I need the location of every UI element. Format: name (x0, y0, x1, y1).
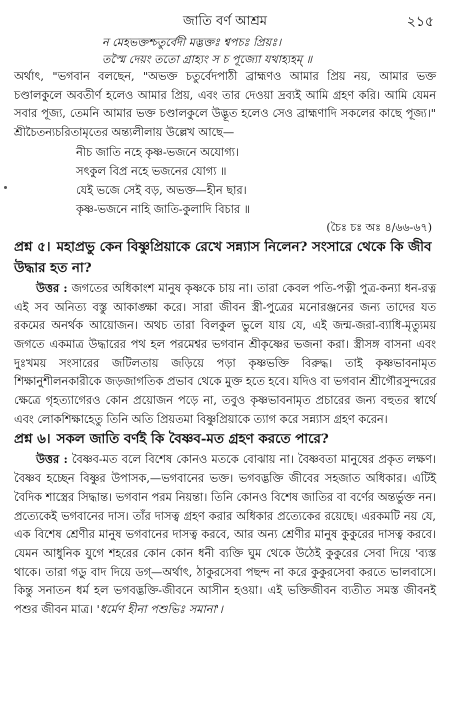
question-number: প্রশ্ন ৬। (14, 431, 51, 448)
quote-line: সৎকুল বিপ্র নহে ভজনের যোগ্য ॥ (76, 164, 227, 178)
answer-text: বৈষ্ণব-মত বলে বিশেষ কোনও মতকে বোঝায় না। বৈষ্ণবতা মানুষের প্রকৃত লক্ষণ। বৈষ্ণব হচ্ছেন বিষ্ণুর উপাসক,—ভগবানের ভক্ত। ভগবদ্ভক্তি জীবের সহজাত অধিকার। এটিই বৈদিক শাস্ত্রের সিদ্ধান্ত। ভগবান পরম নিয়ন্তা। তিনি কোনও বিশেষ জাতির বা বর্ণের অন্তর্ভুক্ত নন। প্রত্যেকেই ভগবানের দাস। তাঁর দাসত্ব গ্রহণ করার অধিকার প্রত্যেকের রয়েছে। এরকমটি নয় যে, এক বিশেষ শ্রেণীর মানুষ ভগবানের দাসত্ব করবে, আর অন্য শ্রেণীর মানুষ কুকুরের দাসত্ব করবে। যেমন আধুনিক যুগে শহরের কোন কোন ধনী ব্যক্তি ঘুম থেকে উঠেই কুকুরের সেবা দিয়ে 'ব্যস্ত থাকে। তারা গডু বাদ দিয়ে ডগ্—অর্থাৎ, ঠাকুরসেবা পছন্দ না করে কুকুরসেবা করতে ভালবাসে। কিন্তু সনাতন ধর্ম হল ভগবদ্ভক্তি-জীবনে আসীন হওয়া। এই ভক্তিজীবন ব্যতীত সমস্ত জীবনই পশুর জীবন মাত্র। (14, 453, 436, 617)
citation: (চৈঃ চঃ অঃ ৪/৬৬-৬৭) (326, 220, 432, 234)
quote-line: নীচ জাতি নহে কৃষ্ণ-ভজনে অযোগ্য। (76, 145, 239, 159)
sanskrit-verse (14, 34, 436, 68)
running-title: জাতি বর্ণ আশ্রম (182, 14, 268, 29)
quoted-verse (14, 143, 436, 219)
page-header (14, 8, 436, 34)
closing-quote: 'ধর্মেণ হীনা পশুভিঃ সমানা'। (96, 603, 223, 617)
margin-mark (4, 186, 7, 189)
question-6 (14, 429, 436, 450)
answer-text: জগতের অধিকাংশ মানুষ কৃষ্ণকে চায় না। তারা কেবল পতি-পত্নী পুত্র-কন্যা ধন-রত্ন এই সব অনিত্য বস্তু আকাঙ্ক্ষা করে। সারা জীবন স্ত্রী-পুত্রের মনোরঞ্জনের জন্য তাদের যত রকমের অনর্থক আয়োজন। অথচ তারা বিলকুল ভুলে যায় যে, এই জন্ম-জরা-ব্যাধি-মৃত্যুময় জগতে একমাত্র উদ্ধারের পথ হল পরমেশ্বর ভগবান শ্রীকৃষ্ণের ভজনা করা। স্ত্রীসঙ্গ বাসনা এবং দুঃখময় সংসারের জটিলতায় জড়িয়ে পড়া কৃষ্ণভক্তি বিরুদ্ধ। তাই কৃষ্ণভাবনামৃত শিক্ষানুশীলনকারীকে জড়জাগতিক প্রভাব থেকে মুক্ত হতে হবে। যদিও বা ভগবান শ্রীগৌরসুন্দরের ক্ষেত্রে গৃহত্যাগেরও কোন প্রয়োজন পড়ে না, তবুও কৃষ্ণভাবনামৃত প্রচারের জন্য বহুতর স্বার্থে এবং লোকশিক্ষাহেতু তিনি অতি প্রিয়তমা বিষ্ণুপ্রিয়াকে ত্যাগ করে সন্ন্যাস গ্রহণ করেন। (14, 281, 436, 426)
question-5 (14, 237, 436, 279)
answer-5 (14, 279, 436, 430)
page-number: ২১৫ (406, 14, 434, 30)
book-page (14, 8, 436, 620)
question-text: সকল জাতি বর্ণই কি বৈষ্ণব-মত গ্রহণ করতে পারে? (56, 431, 329, 448)
answer-label: উত্তর : (36, 452, 68, 467)
answer-label: উত্তর : (36, 280, 68, 295)
verse-line: ন মেহভক্তশ্চতুর্বেদী মদ্ভক্তঃ শ্বপচঃ প্রিয়ঃ। (102, 36, 282, 49)
question-number: প্রশ্ন ৫। (14, 238, 51, 255)
quote-line: কৃষ্ণ-ভজনে নাহি জাতি-কুলাদি বিচার ॥ (76, 202, 251, 216)
verse-line: তস্মৈ দেয়ং ততো গ্রাহ্যং স চ পূজ্যো যথাহ্যহম্ ॥ (102, 53, 313, 66)
question-text: মহাপ্রভু কেন বিষ্ণুপ্রিয়াকে রেখে সন্ন্যাস নিলেন? সংসারে থেকে কি জীব উদ্ধার হত না? (14, 238, 432, 276)
translation-paragraph: অর্থাৎ, "ভগবান বলছেন, "অভক্ত চতুর্বেদপাঠী ব্রাহ্মণও আমার প্রিয় নয়, আমার ভক্ত চণ্ডালকুলে অবতীর্ণ হলেও আমার প্রিয়, এবং তার দেওয়া দ্রব্যই আমি গ্রহণ করি। আমি যেমন সবার পূজ্য, তেমনি আমার ভক্ত চণ্ডালকুলে উদ্ভূত হলেও সেও ব্রাহ্মণাদি সকলের কাছে পূজ্য।" শ্রীচৈতন্যচরিতামৃতের অন্ত্যলীলায় উল্লেখ আছে— (14, 70, 436, 140)
quote-line: যেই ভজে সেই বড়, অভক্ত—হীন ছার। (76, 183, 247, 197)
answer-6 (14, 450, 436, 619)
